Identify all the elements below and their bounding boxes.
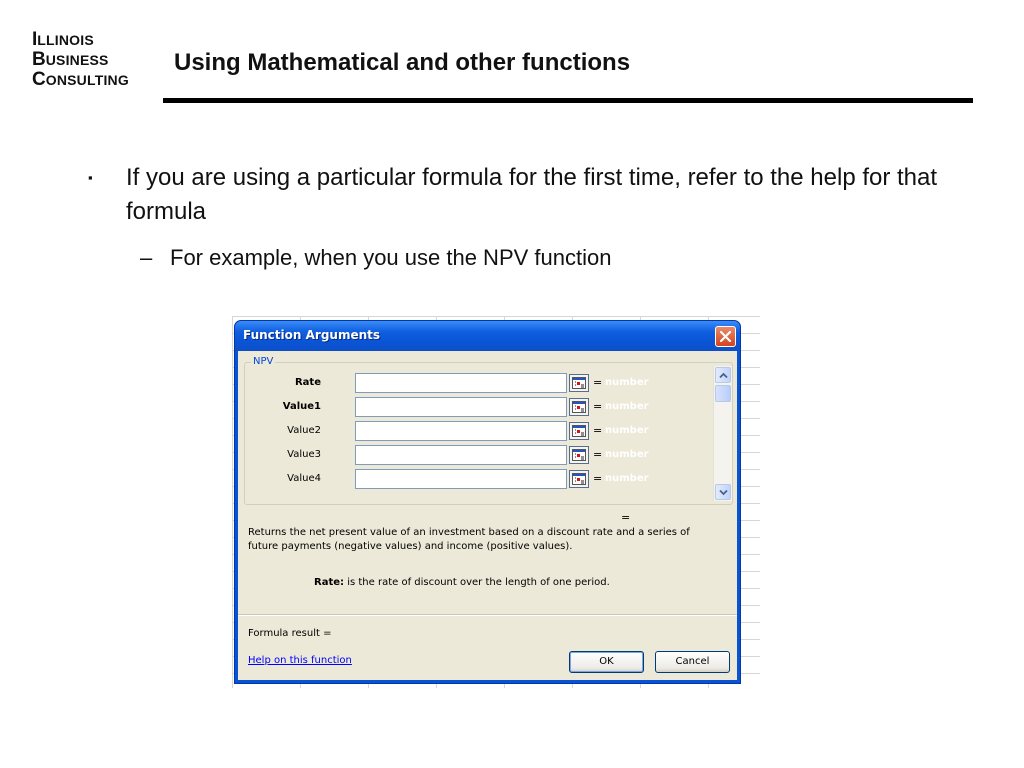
- logo-letter: B: [32, 49, 46, 70]
- collapse-dialog-icon: [572, 473, 586, 485]
- value4-input[interactable]: [355, 469, 567, 489]
- logo-letter: I: [32, 29, 38, 50]
- argument-type-hint: number: [605, 401, 649, 412]
- formula-result: Formula result =: [248, 628, 332, 639]
- argument-type-hint: number: [605, 449, 649, 460]
- function-result-equals: =: [621, 511, 631, 524]
- company-logo: [32, 30, 129, 90]
- argument-label: Value3: [287, 449, 321, 460]
- argument-label: Rate: [294, 377, 321, 388]
- logo-text: USINESS: [45, 52, 109, 68]
- equals-sign: =: [593, 424, 603, 437]
- value3-input[interactable]: [355, 445, 567, 465]
- collapse-dialog-button[interactable]: [569, 470, 589, 488]
- title-underline: [163, 98, 973, 103]
- scroll-up-icon: [719, 372, 728, 379]
- collapse-dialog-icon: [572, 425, 586, 437]
- argument-help: [314, 577, 610, 588]
- equals-sign: =: [593, 472, 603, 485]
- scroll-down-button[interactable]: [715, 484, 731, 500]
- collapse-dialog-button[interactable]: [569, 374, 589, 392]
- argument-row-value3: [245, 445, 713, 466]
- collapse-dialog-icon: [572, 449, 586, 461]
- value2-input[interactable]: [355, 421, 567, 441]
- collapse-dialog-button[interactable]: [569, 398, 589, 416]
- function-arguments-dialog: [234, 320, 741, 684]
- sub-bullet-marker: –: [140, 245, 153, 270]
- value1-input[interactable]: [355, 397, 567, 417]
- scroll-down-icon: [719, 489, 728, 496]
- bullet-text: If you are using a particular formula for the first time, refer to the help for that formula: [126, 164, 938, 225]
- dialog-title: Function Arguments: [243, 328, 381, 342]
- argument-row-value4: [245, 469, 713, 490]
- bullet-marker: ▪: [88, 170, 93, 185]
- npv-argument-group: [244, 356, 733, 505]
- scroll-thumb[interactable]: [715, 385, 731, 402]
- argument-help-name: Rate:: [314, 577, 345, 588]
- equals-sign: =: [593, 448, 603, 461]
- logo-letter: C: [32, 69, 46, 90]
- argument-row-value1: [245, 397, 713, 418]
- slide-title: Using Mathematical and other functions: [174, 49, 631, 76]
- argument-row-value2: [245, 421, 713, 442]
- argument-label: Value4: [287, 473, 321, 484]
- arguments-scrollbar[interactable]: [713, 366, 732, 501]
- function-description: Returns the net present value of an investment based on a discount rate and a series of future payments (negative values) and income (positive values).: [248, 527, 690, 552]
- dialog-titlebar[interactable]: [235, 321, 740, 351]
- divider: [238, 614, 737, 616]
- argument-type-hint: number: [605, 377, 649, 388]
- close-button[interactable]: [715, 326, 736, 347]
- close-icon: [720, 331, 731, 342]
- equals-sign: =: [593, 400, 603, 413]
- dialog-body: [238, 351, 737, 680]
- help-on-function-link[interactable]: Help on this function: [248, 655, 352, 666]
- rate-input[interactable]: [355, 373, 567, 393]
- argument-type-hint: number: [605, 473, 649, 484]
- bullet-point: [88, 161, 948, 229]
- sub-bullet-point: [140, 243, 611, 273]
- argument-label: Value1: [282, 401, 321, 412]
- ok-button[interactable]: OK: [569, 651, 644, 673]
- argument-row-rate: [245, 373, 713, 394]
- cancel-button[interactable]: Cancel: [655, 651, 730, 673]
- equals-sign: =: [593, 376, 603, 389]
- group-label: NPV: [253, 356, 274, 367]
- argument-help-text: is the rate of discount over the length of one period.: [347, 577, 610, 588]
- logo-text: ONSULTING: [45, 72, 129, 88]
- argument-type-hint: number: [605, 425, 649, 436]
- collapse-dialog-button[interactable]: [569, 422, 589, 440]
- collapse-dialog-icon: [572, 377, 586, 389]
- sub-bullet-text: For example, when you use the NPV function: [170, 245, 612, 270]
- collapse-dialog-icon: [572, 401, 586, 413]
- logo-text: LLINOIS: [37, 32, 94, 48]
- scroll-up-button[interactable]: [715, 367, 731, 383]
- argument-label: Value2: [287, 425, 321, 436]
- collapse-dialog-button[interactable]: [569, 446, 589, 464]
